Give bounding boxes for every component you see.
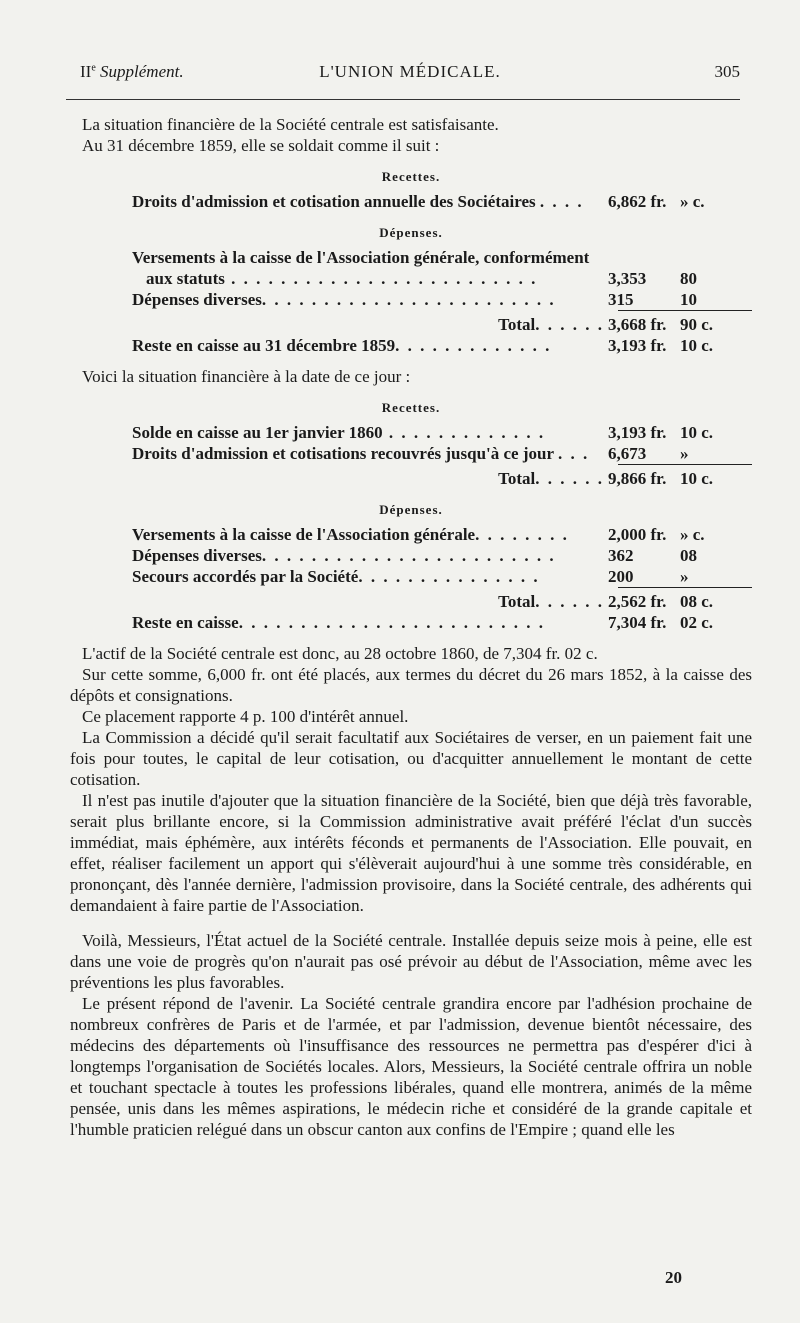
header-page-number: 305 xyxy=(714,62,740,81)
intro-line-2: Au 31 décembre 1859, elle se soldait comme il suit : xyxy=(82,136,440,155)
paragraph-situation: Il n'est pas inutile d'ajouter que la situation financière de la Société, bien que déjà très favorable, serait plus brillante encore, si la Commission administrative avait préféré l'éclat d'un succès immédiat, mais éphémère, aux intérêts féconds et permanents de l'Association. Elle pouvait, en effet, réaliser facilement un apport qui s'élèverait aujourd'hui à une somme très considérable, en prononçant, dès l'année dernière, l'admission provisoire, dans la Société centrale, des adhérents qui demandaient à faire partie de l'Association. xyxy=(70,791,752,915)
ledger-1859-depenses xyxy=(132,247,752,356)
paragraph-voici: Voici la situation financière à la date de ce jour : xyxy=(82,367,411,386)
page-body xyxy=(70,114,752,1140)
header-supplement: IIe Supplément. xyxy=(80,62,184,81)
ledger-row: Droits d'admission et cotisation annuelle des Sociétaires . . . . 6,862 fr. » c. xyxy=(132,192,705,211)
ledger-row: Secours accordés par la Société. . . . . . . . . . . . . . . 200 » xyxy=(132,567,689,586)
paragraph-voila: Voilà, Messieurs, l'État actuel de la Société centrale. Installée depuis seize mois à peine, elle est dans une voie de progrès qu'on n'aurait pas osé prévoir au début de l'Association, même avec les préventions les plus favorables. xyxy=(70,931,752,992)
ledger-total-row: Total. . . . . . 9,866 fr. 10 c. xyxy=(498,469,714,488)
paragraph-placement: Ce placement rapporte 4 p. 100 d'intérêt annuel. xyxy=(82,707,409,726)
ledger-reste-row: Reste en caisse. . . . . . . . . . . . . . . . . . . . . . . . . 7,304 fr. 02 c. xyxy=(132,613,714,632)
ledger-row: Droits d'admission et cotisations recouvrés jusqu'à ce jour . . . 6,673 » xyxy=(132,444,689,463)
running-header xyxy=(80,62,740,86)
ledger-row: aux statuts . . . . . . . . . . . . . . . . . . . . . . . . . 3,353 80 xyxy=(146,269,697,288)
paragraph-present: Le présent répond de l'avenir. La Société centrale grandira encore par l'adhésion prochaine de nombreux confrères de Paris et de l'armée, et par l'admission, devenue bientôt nécessaire, des médecins des départements où l'insuffisance des ressources ne permettra pas d'espérer d'ici à longtemps l'organisation de Sociétés locales. Alors, Messieurs, la Société centrale offrira un noble et touchant spectacle à toutes les professions libérales, quand elle montrera, animés de la même pensée, unis dans les mêmes aspirations, le médecin riche et considéré de la grande capitale et l'humble praticien relégué dans un obscur canton aux confins de l'Empire ; quand elle les xyxy=(70,994,752,1139)
depenses-heading-2: Dépenses. xyxy=(379,502,443,517)
ledger-row: Dépenses diverses. . . . . . . . . . . . . . . . . . . . . . . . 315 10 xyxy=(132,290,697,309)
paragraph-actif: L'actif de la Société centrale est donc, au 28 octobre 1860, de 7,304 fr. 02 c. xyxy=(82,644,598,663)
ledger-row: Versements à la caisse de l'Association générale, conformément xyxy=(132,248,590,267)
depenses-heading-1: Dépenses. xyxy=(379,225,443,240)
ledger-1859-recettes xyxy=(132,191,752,212)
recettes-heading-2: Recettes. xyxy=(381,400,441,415)
recettes-heading-1: Recettes. xyxy=(381,169,441,184)
ledger-row: Versements à la caisse de l'Association générale. . . . . . . . 2,000 fr. » c. xyxy=(132,525,705,544)
ledger-row: Dépenses diverses. . . . . . . . . . . . . . . . . . . . . . . . 362 08 xyxy=(132,546,697,565)
paragraph-commission: La Commission a décidé qu'il serait facultatif aux Sociétaires de verser, en un paiement fait une fois pour toutes, le capital de leur cotisation, ou d'acquitter annuellement le montant de cette cotisation. xyxy=(70,728,752,789)
paragraph-somme: Sur cette somme, 6,000 fr. ont été placés, aux termes du décret du 26 mars 1852, à la caisse des dépôts et consignations. xyxy=(70,665,752,705)
ledger-total-row: Total. . . . . . 2,562 fr. 08 c. xyxy=(498,592,714,611)
ledger-row: Solde en caisse au 1er janvier 1860 . . . . . . . . . . . . . 3,193 fr. 10 c. xyxy=(132,423,714,442)
ledger-total-row: Total. . . . . . 3,668 fr. 90 c. xyxy=(498,315,714,334)
ledger-1860-recettes xyxy=(132,422,752,489)
ledger-1860-depenses xyxy=(132,524,752,633)
intro-line-1: La situation financière de la Société centrale est satisfaisante. xyxy=(82,115,499,134)
ledger-reste-row: Reste en caisse au 31 décembre 1859. . . . . . . . . . . . . 3,193 fr. 10 c. xyxy=(132,336,714,355)
header-rule xyxy=(66,99,740,100)
header-journal-title: L'UNION MÉDICALE. xyxy=(319,62,501,81)
signature-number: 20 xyxy=(665,1268,682,1287)
